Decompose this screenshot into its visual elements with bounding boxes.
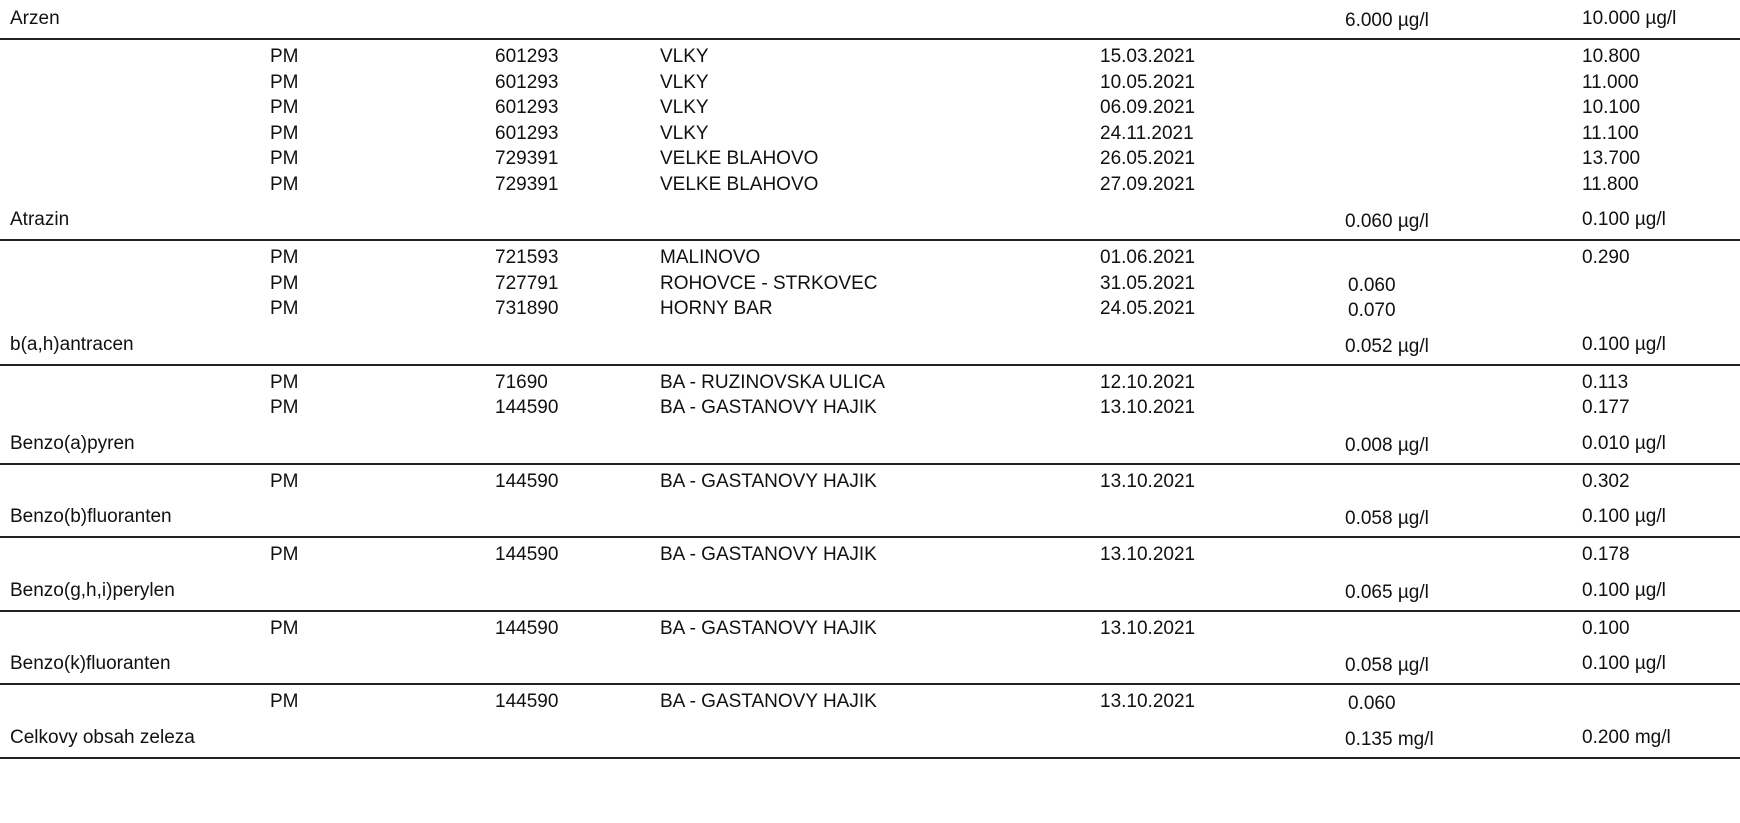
row-location: MALINOVO <box>660 247 761 268</box>
row-code: PM <box>270 272 299 294</box>
row-code: PM <box>270 46 299 67</box>
row-date: 24.05.2021 <box>1100 298 1196 319</box>
row-code: PM <box>270 544 299 565</box>
row-station-id: 71690 <box>495 371 548 393</box>
row-date: 13.10.2021 <box>1100 617 1196 639</box>
limit-value-1: 0.058 µg/l <box>1345 655 1429 676</box>
row-date: 06.09.2021 <box>1100 97 1196 118</box>
header-divider <box>0 38 1740 40</box>
limit-value-2: 0.100 µg/l <box>1582 579 1666 601</box>
substance-name: Arzen <box>10 8 60 29</box>
row-station-id: 144590 <box>495 691 559 712</box>
row-code: PM <box>270 617 299 639</box>
substance-header <box>0 201 1740 241</box>
limit-value-2: 0.100 µg/l <box>1582 333 1666 355</box>
limit-value-2: 0.010 µg/l <box>1582 432 1666 454</box>
row-code: PM <box>270 470 299 492</box>
row-station-id: 729391 <box>495 173 559 195</box>
table-row <box>0 618 1740 646</box>
header-divider <box>0 757 1740 759</box>
row-code: PM <box>270 148 299 169</box>
row-location: BA - GASTANOVY HAJIK <box>660 397 877 418</box>
row-station-id: 721593 <box>495 247 559 268</box>
substance-name: Benzo(a)pyren <box>10 432 135 454</box>
row-value-2: 11.000 <box>1582 71 1639 93</box>
row-value-2: 10.800 <box>1582 46 1641 67</box>
row-location: BA - GASTANOVY HAJIK <box>660 691 877 712</box>
header-divider <box>0 610 1740 612</box>
substance-header <box>0 326 1740 366</box>
row-station-id: 601293 <box>495 71 559 93</box>
table-row <box>0 397 1740 425</box>
row-value-2: 0.302 <box>1582 470 1630 492</box>
row-location: ROHOVCE - STRKOVEC <box>660 272 878 294</box>
row-code: PM <box>270 71 299 93</box>
row-location: BA - GASTANOVY HAJIK <box>660 617 877 639</box>
row-date: 27.09.2021 <box>1100 173 1196 195</box>
row-station-id: 601293 <box>495 122 559 144</box>
row-date: 13.10.2021 <box>1100 470 1196 492</box>
row-location: VELKE BLAHOVO <box>660 148 819 169</box>
table-row <box>0 97 1740 125</box>
row-date: 13.10.2021 <box>1100 544 1196 565</box>
row-location: VLKY <box>660 46 709 67</box>
row-station-id: 144590 <box>495 544 559 565</box>
row-station-id: 601293 <box>495 46 559 67</box>
table-row <box>0 691 1740 719</box>
row-station-id: 731890 <box>495 298 559 319</box>
row-code: PM <box>270 371 299 393</box>
row-date: 13.10.2021 <box>1100 397 1196 418</box>
row-value-1: 0.060 <box>1348 274 1396 296</box>
limit-value-1: 0.008 µg/l <box>1345 434 1429 456</box>
limit-value-1: 0.058 µg/l <box>1345 508 1429 529</box>
row-date: 12.10.2021 <box>1100 371 1196 393</box>
row-location: BA - GASTANOVY HAJIK <box>660 470 877 492</box>
substance-header <box>0 498 1740 538</box>
row-station-id: 601293 <box>495 97 559 118</box>
limit-value-2: 0.100 µg/l <box>1582 653 1666 674</box>
table-row <box>0 46 1740 74</box>
row-location: BA - RUZINOVSKA ULICA <box>660 371 885 393</box>
substance-name: Benzo(b)fluoranten <box>10 506 172 527</box>
row-value-2: 0.100 <box>1582 617 1630 639</box>
row-location: VLKY <box>660 71 709 93</box>
row-location: VELKE BLAHOVO <box>660 173 819 195</box>
row-code: PM <box>270 397 299 418</box>
table-row <box>0 72 1740 100</box>
table-row <box>0 298 1740 326</box>
substance-name: Benzo(k)fluoranten <box>10 653 171 674</box>
substance-header <box>0 0 1740 40</box>
row-code: PM <box>270 691 299 712</box>
substance-header <box>0 425 1740 465</box>
row-value-2: 0.290 <box>1582 247 1630 268</box>
row-date: 13.10.2021 <box>1100 691 1196 712</box>
limit-value-2: 10.000 µg/l <box>1582 8 1677 29</box>
row-date: 01.06.2021 <box>1100 247 1196 268</box>
row-value-2: 0.177 <box>1582 397 1630 418</box>
table-row <box>0 247 1740 275</box>
row-date: 24.11.2021 <box>1100 122 1194 144</box>
row-value-2: 0.178 <box>1582 544 1630 565</box>
row-value-2: 11.100 <box>1582 122 1639 144</box>
limit-value-2: 0.100 µg/l <box>1582 209 1666 230</box>
table-row <box>0 372 1740 400</box>
table-row <box>0 471 1740 499</box>
limit-value-1: 0.052 µg/l <box>1345 335 1429 357</box>
table-row <box>0 544 1740 572</box>
row-location: BA - GASTANOVY HAJIK <box>660 544 877 565</box>
substance-name: Atrazin <box>10 209 70 230</box>
row-code: PM <box>270 97 299 118</box>
header-divider <box>0 364 1740 366</box>
substance-header <box>0 572 1740 612</box>
limit-value-1: 0.135 mg/l <box>1345 728 1434 750</box>
row-date: 10.05.2021 <box>1100 71 1196 93</box>
substance-name: Benzo(g,h,i)perylen <box>10 579 175 601</box>
row-value-2: 10.100 <box>1582 97 1641 118</box>
header-divider <box>0 683 1740 685</box>
row-date: 26.05.2021 <box>1100 148 1196 169</box>
row-value-2: 0.113 <box>1582 371 1629 393</box>
row-code: PM <box>270 122 299 144</box>
header-divider <box>0 536 1740 538</box>
row-date: 15.03.2021 <box>1100 46 1196 67</box>
table-row <box>0 123 1740 151</box>
row-value-1: 0.070 <box>1348 300 1396 321</box>
row-station-id: 144590 <box>495 397 559 418</box>
header-divider <box>0 463 1740 465</box>
limit-value-1: 0.060 µg/l <box>1345 211 1429 232</box>
table-row <box>0 174 1740 202</box>
limit-value-2: 0.100 µg/l <box>1582 506 1666 527</box>
row-station-id: 727791 <box>495 272 559 294</box>
table-row <box>0 273 1740 301</box>
row-station-id: 144590 <box>495 617 559 639</box>
substance-name: b(a,h)antracen <box>10 333 134 355</box>
row-station-id: 144590 <box>495 470 559 492</box>
row-code: PM <box>270 298 299 319</box>
substance-header <box>0 645 1740 685</box>
limit-value-1: 0.065 µg/l <box>1345 581 1429 603</box>
row-code: PM <box>270 173 299 195</box>
row-code: PM <box>270 247 299 268</box>
substance-header <box>0 719 1740 759</box>
row-location: VLKY <box>660 97 709 118</box>
limit-value-2: 0.200 mg/l <box>1582 726 1671 748</box>
header-divider <box>0 239 1740 241</box>
row-location: HORNY BAR <box>660 298 773 319</box>
row-date: 31.05.2021 <box>1100 272 1196 294</box>
substance-name: Celkovy obsah zeleza <box>10 726 195 748</box>
row-location: VLKY <box>660 122 709 144</box>
row-value-1: 0.060 <box>1348 693 1396 714</box>
row-value-2: 11.800 <box>1582 173 1639 195</box>
table-row <box>0 148 1740 176</box>
row-value-2: 13.700 <box>1582 148 1641 169</box>
limit-value-1: 6.000 µg/l <box>1345 10 1429 31</box>
row-station-id: 729391 <box>495 148 559 169</box>
